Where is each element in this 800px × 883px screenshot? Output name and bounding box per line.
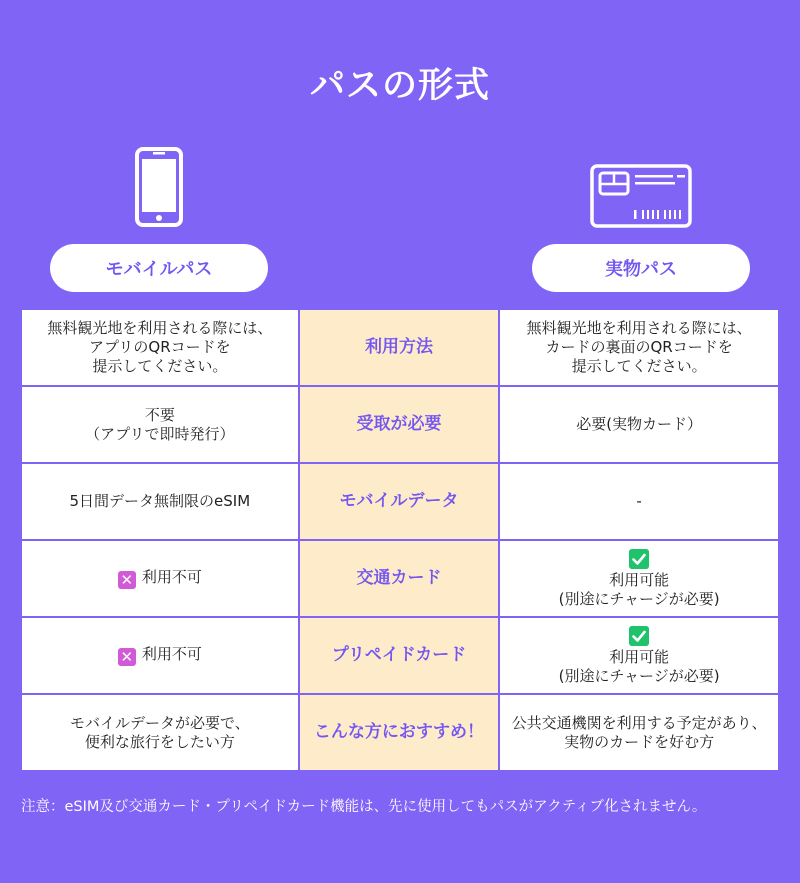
mobile-cell: 無料観光地を利用される際には、 アプリのQRコードを 提示してください。 — [21, 309, 299, 386]
table-row — [21, 309, 779, 386]
available-label: 利用可能 (別途にチャージが必要) — [558, 570, 720, 608]
physical-cell: 必要(実物カード） — [499, 386, 779, 463]
mobile-cell: 5日間データ無制限のeSIM — [21, 463, 299, 540]
checkmark-icon — [629, 549, 649, 569]
physical-cell: 公共交通機関を利用する予定があり、 実物のカードを好む方 — [499, 694, 779, 771]
mobile-pass-header: モバイルパス — [50, 244, 268, 292]
mobile-cell: 不要 （アプリで即時発行） — [21, 386, 299, 463]
x-mark-icon: ✕ — [118, 648, 136, 666]
table-row — [21, 386, 779, 463]
physical-cell — [499, 540, 779, 617]
table-row — [21, 540, 779, 617]
feature-label: 受取が必要 — [299, 386, 500, 463]
x-mark-icon: ✕ — [118, 571, 136, 589]
footnote: 注意：eSIM及び交通カード・プリペイドカード機能は、先に使用してもパスがアクティブ化されません。 — [21, 799, 707, 815]
physical-cell: 無料観光地を利用される際には、 カードの裏面のQRコードを 提示してください。 — [499, 309, 779, 386]
feature-label: プリペイドカード — [299, 617, 500, 694]
page-title: パスの形式 — [309, 66, 490, 106]
table-row — [21, 694, 779, 771]
checkmark-icon — [629, 626, 649, 646]
mobile-cell — [21, 540, 299, 617]
available-label: 利用可能 (別途にチャージが必要) — [558, 647, 720, 685]
mobile-cell — [21, 617, 299, 694]
table-row — [21, 617, 779, 694]
ic-card-icon — [590, 164, 692, 228]
table-row — [21, 463, 779, 540]
mobile-cell: モバイルデータが必要で、 便利な旅行をしたい方 — [21, 694, 299, 771]
smartphone-icon — [135, 147, 183, 227]
feature-label: こんな方におすすめ！ — [299, 694, 500, 771]
physical-pass-header: 実物パス — [532, 244, 750, 292]
comparison-table — [20, 308, 780, 772]
unavailable-label: 利用不可 — [141, 645, 202, 663]
physical-cell: - — [499, 463, 779, 540]
unavailable-label: 利用不可 — [141, 568, 202, 586]
feature-label: モバイルデータ — [299, 463, 500, 540]
feature-label: 交通カード — [299, 540, 500, 617]
physical-cell — [499, 617, 779, 694]
feature-label: 利用方法 — [299, 309, 500, 386]
